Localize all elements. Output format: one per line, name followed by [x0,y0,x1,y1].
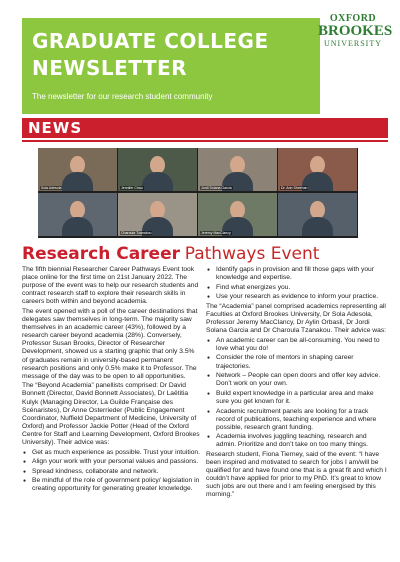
participant-tile [118,148,197,191]
advice-item: ● Identify gaps in provision and fill those gaps with your knowledge and expertise. [206,266,388,282]
participant-name: Sola Adesola [41,186,62,190]
article-title-part-2: Pathways Event [184,244,320,264]
newsletter-title [32,28,269,82]
beyond-academia-advice-list-continued [206,266,388,301]
article-paragraph: The event opened with a poll of the career destinations that delegates saw themselves in long-term. The majority saw themselves in an academic career (43%), followed by a research career beyond academia (28%). Conversely, Professor Susan Brooks, Director of Researcher Development, showed us a starting graphic that only 3.5% of graduates remain in university-based permanent research positions and only 0.5% make it to Professor. The message of the day was to be open to all opportunities. [22,307,198,380]
title-line-2: NEWSLETTER [32,56,188,80]
article-paragraph: The “Academia” panel comprised academics representing all Faculties at Oxford Brookes University, Dr Sola Adesola, Professor Jeremy MacClancy, Dr Aylin Orbasli, Dr Jordi Solana Garcia and Dr Charoula Tzanakou. Their advice was: [206,302,387,335]
advice-item: ● Consider the role of mentors in shaping career trajectories. [206,354,388,370]
title-line-1: GRADUATE COLLEGE [32,29,269,53]
student-quote: Research student, Fiona Tierney, said of the event: “I have been inspired and motivated to search for jobs I am/will be qualified for and have found one that is a great fit and which I couldn’t have applied for prior to my PhD. It’s great to know such jobs are out there and I am feeling energised by this morning.” [206,450,387,499]
logo-line-3: UNIVERSITY [324,39,382,48]
article-column-left [22,266,200,495]
newsletter-banner [0,0,400,118]
article-paragraph: The “Beyond Academia” panellists comprised: Dr David Bonnett (Director, David Bonnett Associates), Dr Laëtitia Kulyk (Managing Director, La Guilde Française des Scénaristes), Dr Anne Osterrieder (Public Engagement Coordinator, Nuffield Department of Medicine, University of Oxford) and Professor Jackie Potter (Head of the Oxford Centre for Staff and Learning Development, Oxford Brookes University). Their advice was: [22,382,200,446]
participant-body [62,217,93,236]
participant-name: Charoula Tzanakou [121,231,152,235]
participant-name: Jeremy MacClancy [201,231,231,235]
beyond-academia-advice-list [22,449,200,494]
logo-line-1: OXFORD [329,13,377,24]
participant-tile [278,193,357,236]
news-section-label: NEWS [28,119,83,137]
newsletter-subtitle: The newsletter for our research student community [32,92,213,101]
advice-item: ● Network – People can open doors and offer key advice. Don’t work on your own. [206,372,388,388]
logo-line-2: BROOKES [318,23,393,39]
advice-item: ● An academic career can be all-consuming. You need to love what you do! [206,337,388,353]
participant-tile [198,148,277,191]
news-divider [22,140,388,142]
advice-item: ● Use your research as evidence to inform your practice. [206,293,388,301]
article-title [22,244,392,264]
advice-item: ● Build expert knowledge in a particular area and make sure you get known for it. [206,390,388,406]
participant-body [62,172,93,191]
participant-tile [198,193,277,236]
article-title-part-1: Research Career [22,244,180,264]
advice-item: ● Spread kindness, collaborate and network. [22,468,200,476]
video-call-photo [38,148,358,238]
participant-body [302,217,333,236]
participant-tile [38,193,117,236]
participant-tile [118,193,197,236]
advice-item: ● Academic recruitment panels are looking for a track record of publications, teaching experience and where possible, research grant funding. [206,408,388,432]
participant-name: Dr. Ann Sheehan [281,186,308,190]
oxford-brookes-logo [318,13,393,48]
news-section-bar [22,118,388,138]
advice-item: ● Align your work with your personal values and passions. [22,458,200,466]
participant-name: Jordi Solana Garcia [201,186,232,190]
advice-item: ● Academia involves juggling teaching, research and admin. Prioritize and don’t take on too many things. [206,433,388,449]
advice-item: ● Find what energizes you. [206,284,388,292]
article-paragraph: The fifth biennial Researcher Career Pathways Event took place online for the first time on 21st January 2022. The purpose of the event was to help our research students and contract research staff to explore their research skills in careers both within and beyond academia. [22,266,199,306]
academia-advice-list [206,337,388,450]
title-block [22,18,320,114]
article-column-right [206,266,388,501]
advice-item: ● Get as much experience as possible. Trust your intuition. [22,449,200,457]
participant-tile [38,148,117,191]
participant-tile [278,148,357,191]
participant-name: Jennifer Chau [121,186,143,190]
participant-body [142,172,173,191]
advice-item: ● Be mindful of the role of government policy/ legislation in creating opportunity for generating greater knowledge. [22,477,200,493]
